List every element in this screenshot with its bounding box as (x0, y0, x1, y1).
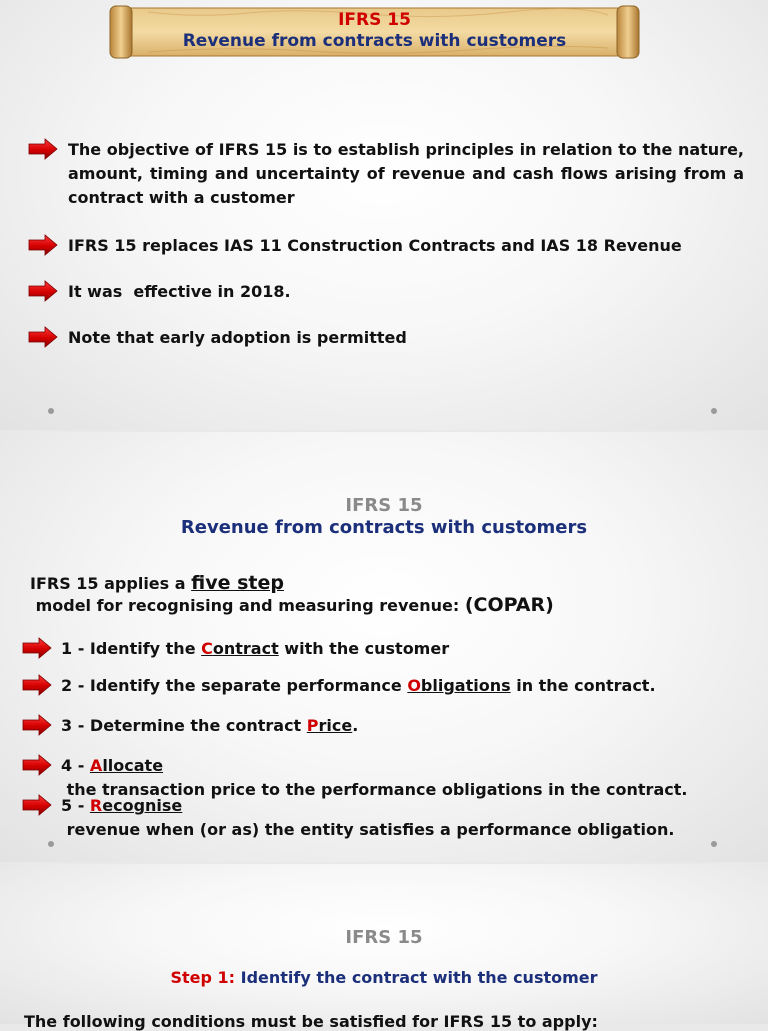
step-suffix: in the contract. (510, 676, 656, 695)
step-text (61, 714, 358, 738)
red-arrow-icon (22, 754, 52, 776)
step-keyword (201, 639, 279, 658)
step-prefix: 4 - (61, 756, 90, 775)
step-text (61, 794, 768, 842)
step-item (22, 674, 656, 698)
slide-dot-icon (48, 408, 54, 414)
bullet-text: The objective of IFRS 15 is to establish principles in relation to the nature, amount, timing and uncertainty of revenue and cash flows arising from a contract with a customer (68, 140, 744, 207)
intro-acronym: (COPAR) (464, 594, 554, 616)
step-item (22, 714, 358, 738)
red-arrow-icon (22, 714, 52, 736)
step-text (61, 637, 449, 661)
step-text (61, 674, 656, 698)
slide-2 (0, 432, 768, 862)
banner-subtitle: Revenue from contracts with customers (182, 31, 567, 51)
red-arrow-icon (22, 637, 52, 659)
step-prefix: 1 - Identify the (61, 639, 202, 658)
intro-suffix: model for recognising and measuring revenue: (30, 596, 465, 615)
step-heading-text: Identify the contract with the customer (235, 968, 598, 987)
red-arrow-icon (28, 280, 58, 302)
step-prefix: 3 - Determine the contract (61, 716, 307, 735)
step-item (22, 637, 449, 661)
bullet-text: IFRS 15 replaces IAS 11 Construction Contracts and IAS 18 Revenue (68, 236, 682, 255)
step-label: Step 1: (170, 968, 236, 987)
step-letter: A (89, 756, 103, 775)
step-letter: P (306, 716, 319, 735)
step-prefix: 2 - Identify the separate performance (61, 676, 408, 695)
step-keyword-rest: ecognise (102, 796, 183, 815)
bullet-item (28, 138, 744, 210)
red-arrow-icon (28, 138, 58, 160)
step-suffix: revenue when (or as) the entity satisfies a performance obligation. (61, 820, 675, 839)
step-keyword-rest: rice (318, 716, 353, 735)
step-keyword (407, 676, 510, 695)
slide-dot-icon (48, 841, 54, 847)
bullet-item (28, 280, 291, 304)
red-arrow-icon (22, 794, 52, 816)
conditions-intro: The following conditions must be satisfied for IFRS 15 to apply: (24, 1012, 598, 1031)
slide-3 (0, 864, 768, 1031)
red-arrow-icon (28, 326, 58, 348)
banner-title: IFRS 15 (338, 10, 411, 30)
step-suffix: with the customer (278, 639, 450, 658)
step-keyword (90, 796, 182, 815)
step-keyword (307, 716, 352, 735)
step-letter: C (201, 639, 213, 658)
step-heading (0, 968, 768, 987)
step-letter: R (89, 796, 103, 815)
step-keyword (90, 756, 163, 775)
slide-dot-icon (711, 841, 717, 847)
red-arrow-icon (28, 234, 58, 256)
slide-title: IFRS 15 (345, 495, 423, 516)
red-arrow-icon (22, 674, 52, 696)
bullet-text: Note that early adoption is permitted (68, 328, 407, 347)
intro-prefix: IFRS 15 applies a (30, 574, 192, 593)
step-suffix: the transaction price to the performance obligations in the contract. (61, 780, 688, 799)
step-suffix: . (352, 716, 359, 735)
slide-title: IFRS 15 (345, 927, 423, 948)
step-prefix: 5 - (61, 796, 90, 815)
step-letter: O (407, 676, 421, 695)
slide-1 (0, 0, 768, 430)
bullet-item (28, 234, 682, 258)
bullet-text: It was effective in 2018. (68, 282, 291, 301)
step-item (22, 794, 768, 842)
slide-dot-icon (711, 408, 717, 414)
slide-subtitle: Revenue from contracts with customers (180, 517, 588, 538)
bullet-item (28, 326, 407, 350)
intro-sentence (30, 572, 768, 616)
intro-emphasis: five step (191, 572, 284, 594)
step-keyword-rest: llocate (102, 756, 164, 775)
step-keyword-rest: ontract (212, 639, 279, 658)
scroll-banner (108, 4, 641, 60)
step-keyword-rest: bligations (420, 676, 511, 695)
